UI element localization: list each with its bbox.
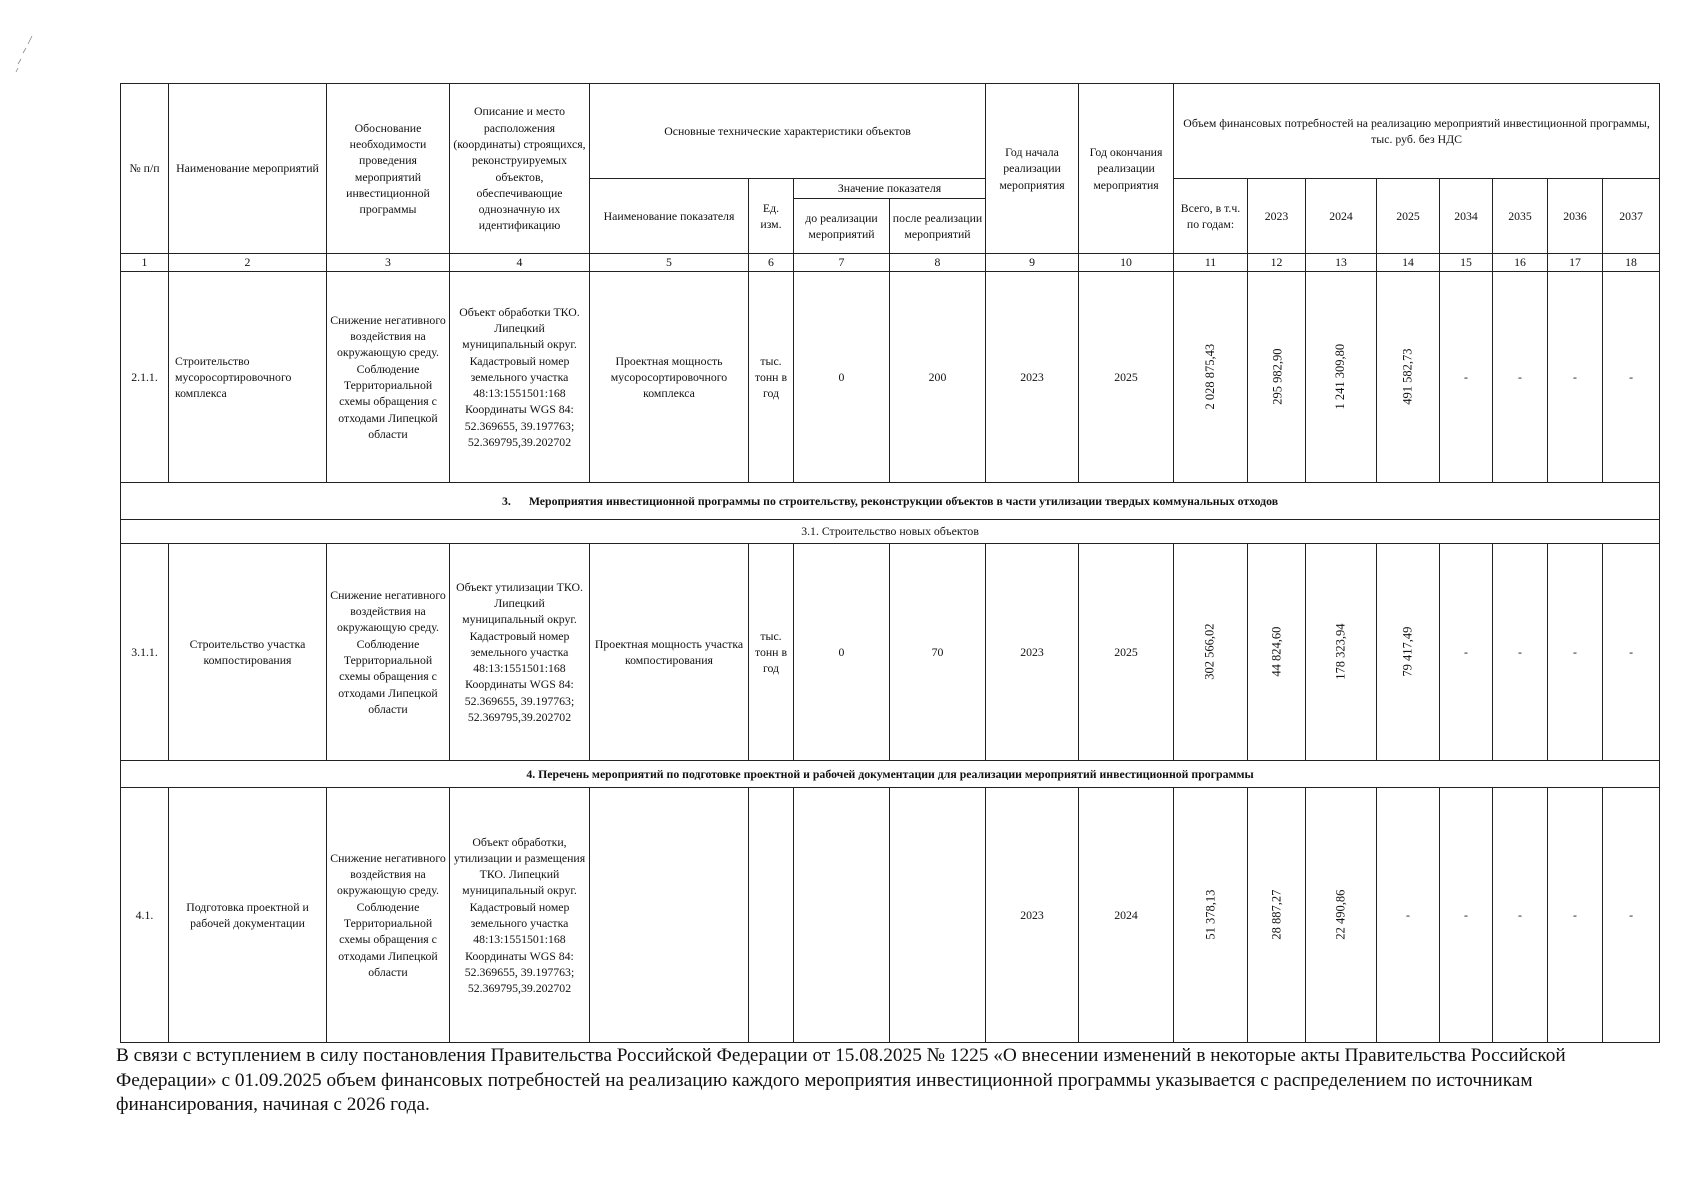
row-indicator <box>590 788 749 1043</box>
row-end-year: 2025 <box>1079 272 1174 483</box>
row-2036: - <box>1548 788 1603 1043</box>
row-start-year: 2023 <box>986 272 1079 483</box>
row-2024: 1 241 309,80 <box>1333 344 1348 410</box>
row-description: Объект утилизации ТКО. Липецкий муниципальный округ. Кадастровый номер земельного участка 48:13:1551501:168 Координаты WGS 84: 52.369655, 39.197763; 52.369795,39.202702 <box>450 544 590 761</box>
row-start-year: 2023 <box>986 788 1079 1043</box>
row-description: Объект обработки, утилизации и размещения ТКО. Липецкий муниципальный округ. Кадастровый номер земельного участка 48:13:1551501:168 Координаты WGS 84: 52.369655, 39.197763; 52.369795,39.202702 <box>450 788 590 1043</box>
row-2024-cell <box>1306 272 1377 483</box>
row-total: 2 028 875,43 <box>1202 344 1217 410</box>
row-total-cell <box>1174 272 1248 483</box>
header-year-2037: 2037 <box>1603 179 1660 254</box>
col-number: 13 <box>1306 254 1377 272</box>
row-2024-cell <box>1306 788 1377 1043</box>
row-name: Подготовка проектной и рабочей документации <box>169 788 327 1043</box>
col-number: 6 <box>749 254 794 272</box>
header-year-2024: 2024 <box>1306 179 1377 254</box>
header-after: после реализации мероприятий <box>890 199 986 254</box>
row-2035: - <box>1493 544 1548 761</box>
header-name: Наименование мероприятий <box>169 84 327 254</box>
row-2037: - <box>1603 788 1660 1043</box>
col-number: 1 <box>121 254 169 272</box>
header-year-2023: 2023 <box>1248 179 1306 254</box>
row-justification: Снижение негативного воздействия на окружающую среду. Соблюдение Территориальной схемы обращения с отходами Липецкой области <box>327 788 450 1043</box>
row-2024: 22 490,86 <box>1333 890 1348 940</box>
row-2034: - <box>1440 788 1493 1043</box>
row-justification: Снижение негативного воздействия на окружающую среду. Соблюдение Территориальной схемы обращения с отходами Липецкой области <box>327 544 450 761</box>
scan-mark <box>14 34 36 74</box>
col-number: 10 <box>1079 254 1174 272</box>
col-number: 15 <box>1440 254 1493 272</box>
footnote-text: В связи с вступлением в силу постановления Правительства Российской Федерации от 15.08.2025 № 1225 «О внесении изменений в некоторые акты Правительства Российской Федерации» с 01.09.2025 объем финансовых потребностей на реализацию каждого мероприятия инвестиционной программы указывается с распределением по источникам финансирования, начиная с 2026 года. <box>116 1045 1566 1115</box>
header-end-year: Год окончания реализации мероприятия <box>1079 84 1174 254</box>
header-description: Описание и место расположения (координаты) строящихся, реконструируемых объектов, обеспечивающие однозначную их идентификацию <box>450 84 590 254</box>
row-justification: Снижение негативного воздействия на окружающую среду. Соблюдение Территориальной схемы обращения с отходами Липецкой области <box>327 272 450 483</box>
row-2023: 295 982,90 <box>1270 348 1285 406</box>
col-number: 14 <box>1377 254 1440 272</box>
row-2024: 178 323,94 <box>1333 623 1348 681</box>
row-num: 4.1. <box>121 788 169 1043</box>
row-2036: - <box>1548 544 1603 761</box>
table-row <box>121 272 1660 483</box>
header-start-year: Год начала реализации мероприятия <box>986 84 1079 254</box>
row-unit: тыс. тонн в год <box>749 272 794 483</box>
header-year-2036: 2036 <box>1548 179 1603 254</box>
row-after: 200 <box>890 272 986 483</box>
row-2025: - <box>1377 788 1440 1043</box>
header-year-2035: 2035 <box>1493 179 1548 254</box>
col-number: 7 <box>794 254 890 272</box>
row-unit <box>749 788 794 1043</box>
row-2025-cell <box>1377 544 1440 761</box>
row-total-cell <box>1174 788 1248 1043</box>
row-2034: - <box>1440 272 1493 483</box>
table-row <box>121 544 1660 761</box>
col-number: 2 <box>169 254 327 272</box>
header-before: до реализации мероприятий <box>794 199 890 254</box>
row-before: 0 <box>794 272 890 483</box>
col-number: 17 <box>1548 254 1603 272</box>
header-num: № п/п <box>121 84 169 254</box>
row-after: 70 <box>890 544 986 761</box>
header-indicator-name: Наименование показателя <box>590 179 749 254</box>
header-finance: Объем финансовых потребностей на реализацию мероприятий инвестиционной программы, тыс. руб. без НДС <box>1174 84 1660 179</box>
row-num: 3.1.1. <box>121 544 169 761</box>
col-number: 18 <box>1603 254 1660 272</box>
row-2025: 79 417,49 <box>1400 627 1415 677</box>
row-num: 2.1.1. <box>121 272 169 483</box>
col-number: 8 <box>890 254 986 272</box>
row-2025: 491 582,73 <box>1400 348 1415 406</box>
row-after <box>890 788 986 1043</box>
row-2035: - <box>1493 788 1548 1043</box>
header-year-2034: 2034 <box>1440 179 1493 254</box>
row-indicator: Проектная мощность мусоросортировочного комплекса <box>590 272 749 483</box>
col-number: 16 <box>1493 254 1548 272</box>
row-2025-cell <box>1377 272 1440 483</box>
header-tech: Основные технические характеристики объектов <box>590 84 986 179</box>
row-2037: - <box>1603 272 1660 483</box>
col-number: 11 <box>1174 254 1248 272</box>
row-2023-cell <box>1248 788 1306 1043</box>
header-unit: Ед. изм. <box>749 179 794 254</box>
col-number: 9 <box>986 254 1079 272</box>
row-total-cell <box>1174 544 1248 761</box>
col-number: 5 <box>590 254 749 272</box>
col-number: 12 <box>1248 254 1306 272</box>
row-before: 0 <box>794 544 890 761</box>
header-year-2025: 2025 <box>1377 179 1440 254</box>
header-justification: Обоснование необходимости проведения мероприятий инвестиционной программы <box>327 84 450 254</box>
section-3-heading <box>121 483 1660 520</box>
row-2023-cell <box>1248 272 1306 483</box>
row-2035: - <box>1493 272 1548 483</box>
row-indicator: Проектная мощность участка компостирования <box>590 544 749 761</box>
row-2023: 44 824,60 <box>1268 627 1283 677</box>
row-2023: 28 887,27 <box>1268 890 1283 940</box>
row-end-year: 2024 <box>1079 788 1174 1043</box>
table-row <box>121 788 1660 1043</box>
row-2023-cell <box>1248 544 1306 761</box>
row-2037: - <box>1603 544 1660 761</box>
row-before <box>794 788 890 1043</box>
row-name: Строительство мусоросортировочного комплекса <box>169 272 327 483</box>
section-3-title: Мероприятия инвестиционной программы по строительству, реконструкции объектов в части утилизации твердых коммунальных отходов <box>528 493 1279 508</box>
section-3-number: 3. <box>501 493 511 508</box>
col-number: 4 <box>450 254 590 272</box>
investment-program-table <box>120 83 1660 1043</box>
header-indicator-value: Значение показателя <box>794 179 986 199</box>
row-2036: - <box>1548 272 1603 483</box>
col-number: 3 <box>327 254 450 272</box>
row-description: Объект обработки ТКО. Липецкий муниципальный округ. Кадастровый номер земельного участка 48:13:1551501:168 Координаты WGS 84: 52.369655, 39.197763; 52.369795,39.202702 <box>450 272 590 483</box>
row-total: 302 566,02 <box>1202 623 1217 681</box>
row-unit: тыс. тонн в год <box>749 544 794 761</box>
row-name: Строительство участка компостирования <box>169 544 327 761</box>
row-end-year: 2025 <box>1079 544 1174 761</box>
row-2034: - <box>1440 544 1493 761</box>
row-total: 51 378,13 <box>1202 890 1217 940</box>
section-4-heading: 4. Перечень мероприятий по подготовке проектной и рабочей документации для реализации мероприятий инвестиционной программы <box>121 761 1660 788</box>
header-total: Всего, в т.ч. по годам: <box>1174 179 1248 254</box>
row-start-year: 2023 <box>986 544 1079 761</box>
row-2024-cell <box>1306 544 1377 761</box>
subsection-3-1-heading: 3.1. Строительство новых объектов <box>121 520 1660 544</box>
